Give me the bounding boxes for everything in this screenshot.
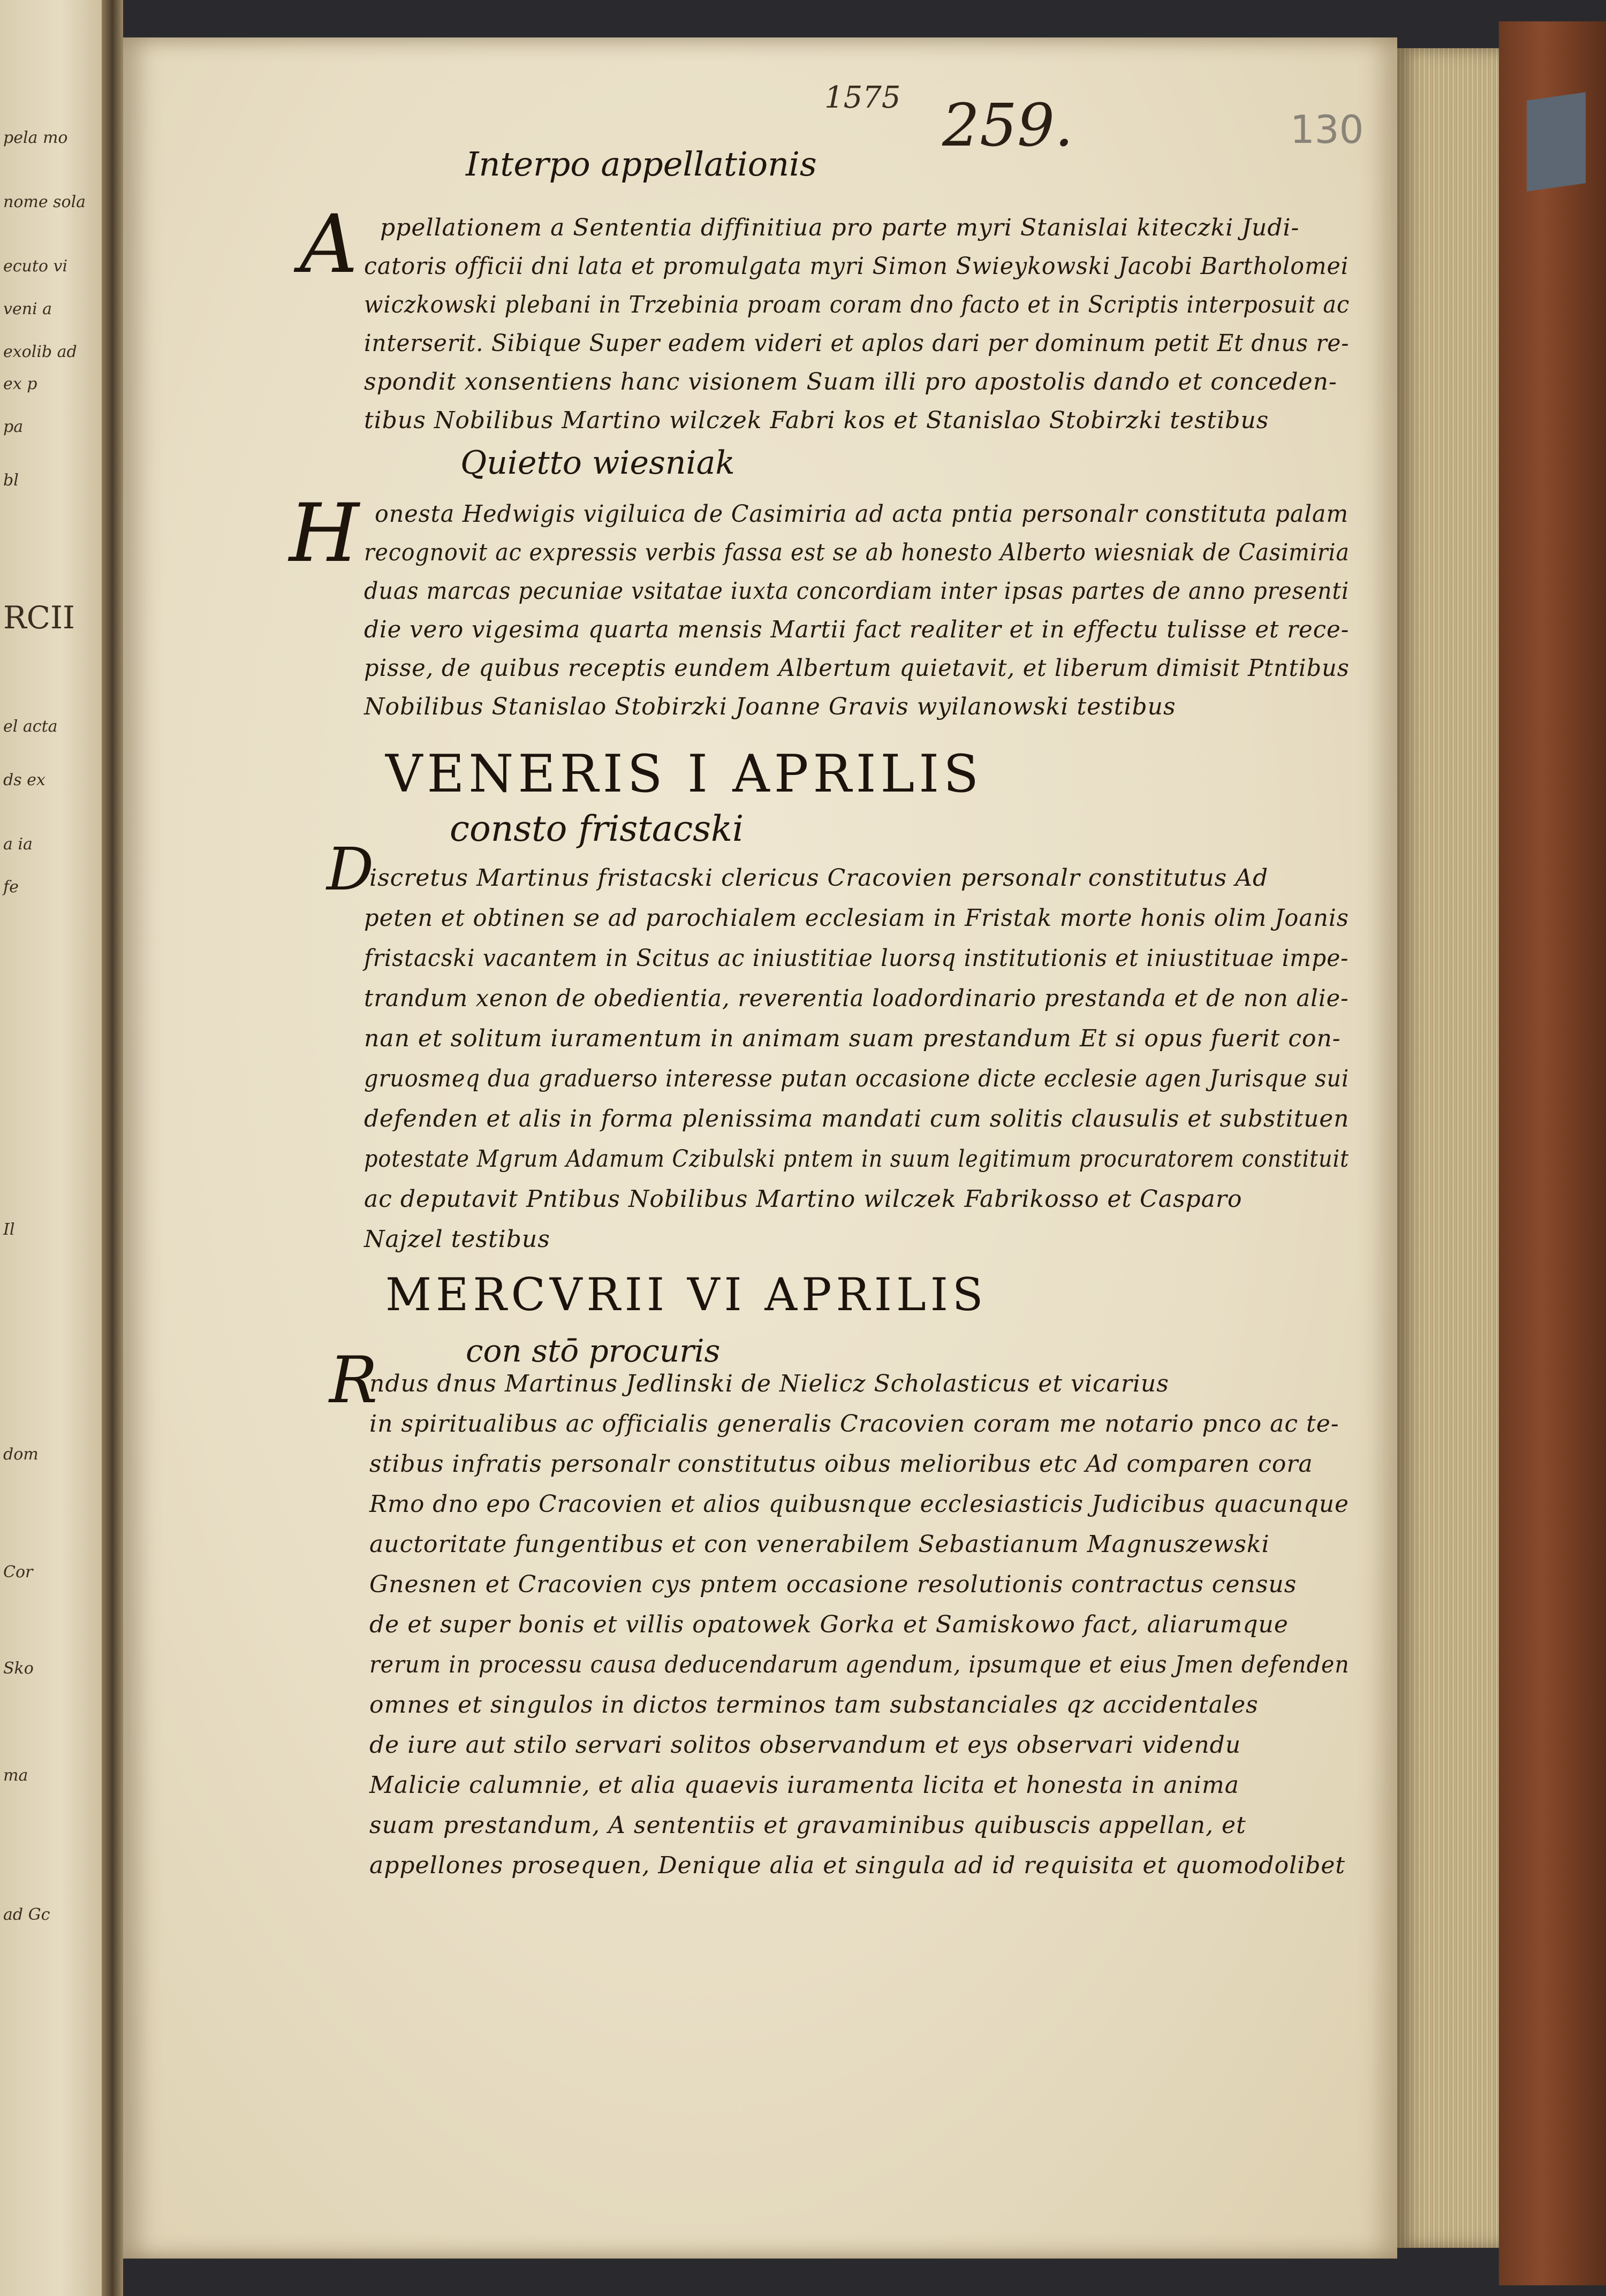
entry-initial: R [329,1343,378,1418]
manuscript-line: potestate Mgrum Adamum Czibulski pntem in suum legitimum procuratorem constituit [364,1145,1350,1173]
facing-page-fragment: RCII [3,599,75,636]
manuscript-line: peten et obtinen se ad parochialem ecclesiam in Fristak morte honis olim Joanis [364,904,1349,932]
facing-page-fragment: nome sola [3,193,86,211]
entry-heading: con stō procuris [466,1333,721,1369]
pencil-foliation: 130 [1290,107,1364,152]
entry-heading: Quietto wiesniak [460,444,735,482]
manuscript-line: suam prestandum, A sententiis et gravaminibus quibuscis appellan, et [369,1812,1246,1839]
manuscript-line: Najzel testibus [364,1226,550,1253]
entry-initial: D [327,835,374,903]
manuscript-line: de iure aut stilo servari solitos observandum et eys observari videndu [369,1731,1241,1759]
bookmark-ribbon [1527,92,1586,191]
manuscript-line: recognovit ac expressis verbis fassa est se ab honesto Alberto wiesniak de Casimiria [364,539,1350,566]
facing-page-fragment: veni a [3,300,52,318]
facing-page-fragment: Sko [3,1659,34,1678]
manuscript-line: tibus Nobilibus Martino wilczek Fabri kos et Stanislao Stobirzki testibus [364,407,1269,434]
facing-page-fragment: ma [3,1766,28,1785]
manuscript-line: ndus dnus Martinus Jedlinski de Nielicz Scholasticus et vicarius [369,1370,1169,1397]
manuscript-line: spondit xonsentiens hanc visionem Suam illi pro apostolis dando et conceden- [364,368,1337,396]
facing-page-fragment: ds ex [3,771,46,789]
day-heading: VENERIS I APRILIS [385,744,983,804]
entry-heading: Interpo appellationis [466,145,817,184]
manuscript-line: Gnesnen et Cracovien cys pntem occasione resolutionis contractus census [369,1571,1297,1598]
manuscript-line: omnes et singulos in dictos terminos tam substanciales qz accidentales [369,1691,1259,1719]
manuscript-line: fristacski vacantem in Scitus ac iniustitiae luorsq institutionis et iniustituae impe- [364,945,1349,972]
manuscript-line: duas marcas pecuniae vsitatae iuxta concordiam inter ipsas partes de anno presenti [364,577,1350,605]
entry-initial: A [300,198,358,291]
facing-page-fragment: pela mo [3,128,68,147]
facing-page-fragment: ad Gc [3,1905,50,1924]
manuscript-line: trandum xenon de obedientia, reverentia loadordinario prestanda et de non alie- [364,985,1349,1012]
manuscript-line: gruosmeq dua graduerso interesse putan occasione dicte ecclesie agen Jurisque sui [364,1065,1350,1092]
manuscript-line: defenden et alis in forma plenissima mandati cum solitis clausulis et substituen [364,1105,1350,1132]
facing-page-fragment: Il [3,1220,15,1239]
manuscript-line: nan et solitum iuramentum in animam suam prestandum Et si opus fuerit con- [364,1025,1341,1052]
manuscript-line: die vero vigesima quarta mensis Martii fact realiter et in effectu tulisse et rece- [364,616,1350,643]
folio-number: 259. [942,91,1073,159]
manuscript-line: rerum in processu causa deducendarum agendum, ipsumque et eius Jmen defenden [369,1651,1350,1678]
page-block-edge [1397,48,1499,2248]
book-gutter [102,0,123,2296]
manuscript-line: catoris officii dni lata et promulgata myri Simon Swieykowski Jacobi Bartholomei [364,253,1349,280]
manuscript-line: Rmo dno epo Cracovien et alios quibusnque ecclesiasticis Judicibus quacunque [369,1491,1349,1518]
facing-page-fragment: bl [3,471,19,490]
manuscript-line: in spiritualibus ac officialis generalis Cracovien coram me notario pnco ac te- [369,1410,1339,1438]
leather-cover [1499,21,1606,2285]
manuscript-line: pisse, de quibus receptis eundem Albertum quietavit, et liberum dimisit Ptntibus [364,655,1350,682]
day-heading: MERCVRII VI APRILIS [385,1268,988,1321]
manuscript-line: wiczkowski plebani in Trzebinia proam coram dno facto et in Scriptis interposuit ac [364,291,1350,318]
manuscript-line: Malicie calumnie, et alia quaevis iuramenta licita et honesta in anima [369,1772,1239,1799]
manuscript-line: ppellationem a Sententia diffinitiua pro parte myri Stanislai kiteczki Judi- [380,214,1300,241]
manuscript-line: ac deputavit Pntibus Nobilibus Martino wilczek Fabrikosso et Casparo [364,1185,1243,1213]
manuscript-line: interserit. Sibique Super eadem videri et aplos dari per dominum petit Et dnus re- [364,330,1350,357]
facing-page-fragment: dom [3,1445,39,1464]
manuscript-line: iscretus Martinus fristacski clericus Cracovien personalr constitutus Ad [369,864,1269,892]
manuscript-line: stibus infratis personalr constitutus oibus melioribus etc Ad comparen cora [369,1450,1313,1478]
entry-initial: H [289,487,359,580]
manuscript-line: appellones prosequen, Denique alia et singula ad id requisita et quomodolibet [369,1852,1346,1879]
manuscript-line: auctoritate fungentibus et con venerabilem Sebastianum Magnuszewski [369,1531,1270,1558]
facing-page-fragment: exolib ad [3,343,77,361]
facing-page-fragment: a ia [3,835,33,854]
facing-page-fragment: fe [3,878,19,896]
facing-page-fragment: Cor [3,1563,33,1582]
manuscript-line: de et super bonis et villis opatowek Gorka et Samiskowo fact, aliarumque [369,1611,1289,1638]
facing-page-fragment: pa [3,417,24,436]
entry-heading: consto fristacski [450,808,744,849]
facing-page-edge [0,0,102,2296]
facing-page-fragment: ex p [3,375,37,393]
manuscript-line: onesta Hedwigis vigiluica de Casimiria ad acta pntia personalr constituta palam [375,500,1349,528]
facing-page-fragment: el acta [3,717,58,736]
manuscript-line: Nobilibus Stanislao Stobirzki Joanne Gravis wyilanowski testibus [364,693,1176,720]
year-note: 1575 [824,80,901,115]
facing-page-fragment: ecuto vi [3,257,68,276]
